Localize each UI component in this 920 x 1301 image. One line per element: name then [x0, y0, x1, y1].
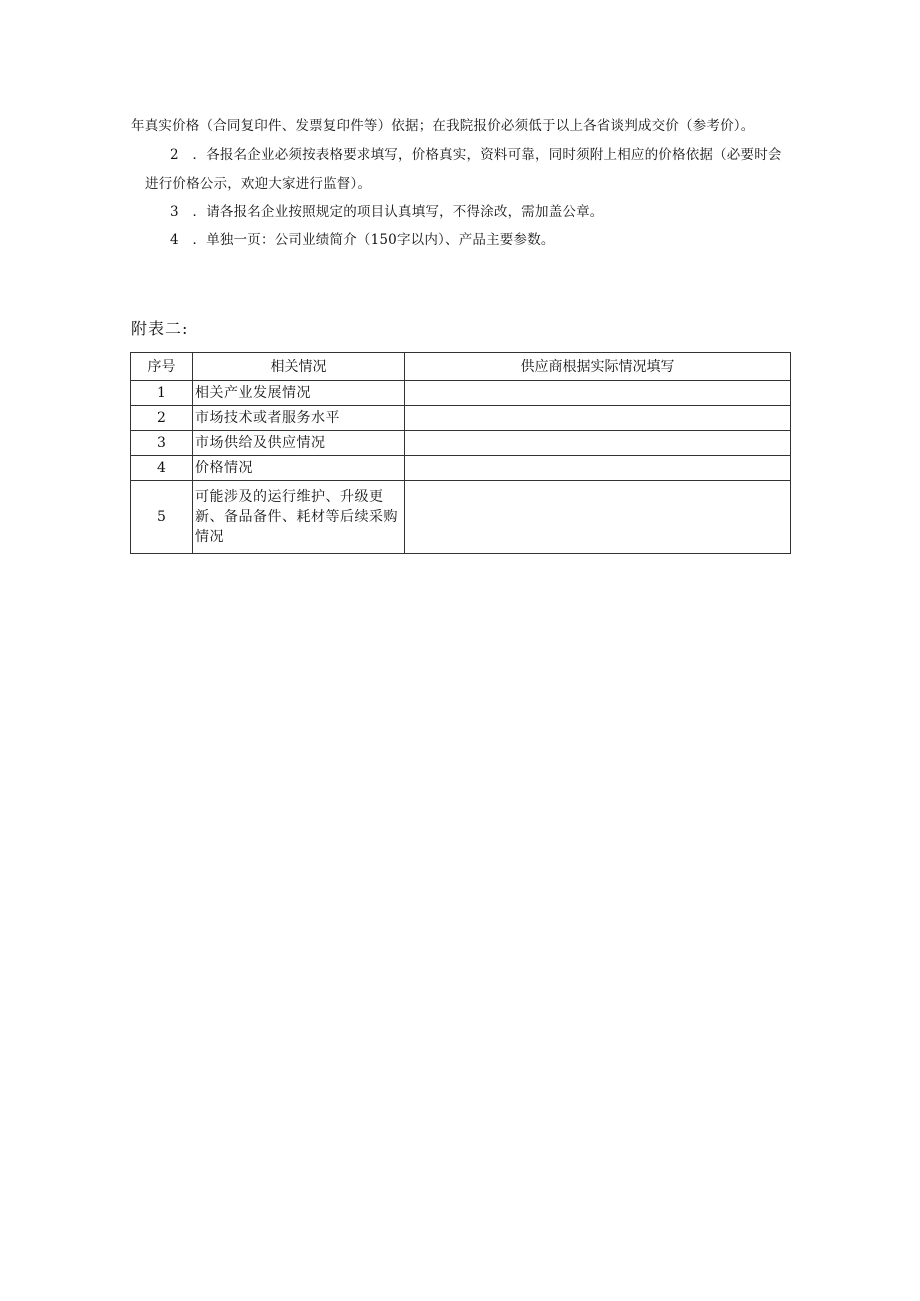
row-number: 5	[131, 481, 193, 554]
table-row	[131, 456, 791, 481]
table-row	[131, 381, 791, 406]
table-row	[131, 481, 791, 554]
header-item: 相关情况	[193, 353, 405, 381]
row-item: 市场技术或者服务水平	[193, 406, 405, 431]
row-number: 2	[131, 406, 193, 431]
supplier-info-table	[130, 352, 791, 554]
row-fill-cell[interactable]	[405, 431, 791, 456]
note-line: 4 ．单独一页：公司业绩简介（150字以内）、产品主要参数。	[170, 232, 555, 248]
row-item: 市场供给及供应情况	[193, 431, 405, 456]
table-row	[131, 431, 791, 456]
section-title: 附表二:	[131, 319, 189, 338]
table-header-row	[131, 353, 791, 381]
note-line: 年真实价格（合同复印件、发票复印件等）依据；在我院报价必须低于以上各省谈判成交价（参考价）。	[131, 118, 755, 134]
row-fill-cell[interactable]	[405, 406, 791, 431]
row-fill-cell[interactable]	[405, 456, 791, 481]
row-fill-cell[interactable]	[405, 381, 791, 406]
row-item: 价格情况	[193, 456, 405, 481]
note-line: 进行价格公示，欢迎大家进行监督）。	[145, 176, 372, 192]
row-number: 1	[131, 381, 193, 406]
row-fill-cell[interactable]	[405, 481, 791, 554]
row-item: 可能涉及的运行维护、升级更新、备品备件、耗材等后续采购情况	[193, 481, 405, 554]
note-line: 2 ．各报名企业必须按表格要求填写，价格真实，资料可靠，同时须附上相应的价格依据（必要时会	[170, 147, 782, 163]
table-row	[131, 406, 791, 431]
note-line: 3 ．请各报名企业按照规定的项目认真填写，不得涂改，需加盖公章。	[170, 204, 604, 220]
row-item: 相关产业发展情况	[193, 381, 405, 406]
row-number: 4	[131, 456, 193, 481]
row-number: 3	[131, 431, 193, 456]
header-fill: 供应商根据实际情况填写	[405, 353, 791, 381]
header-no: 序号	[131, 353, 193, 381]
